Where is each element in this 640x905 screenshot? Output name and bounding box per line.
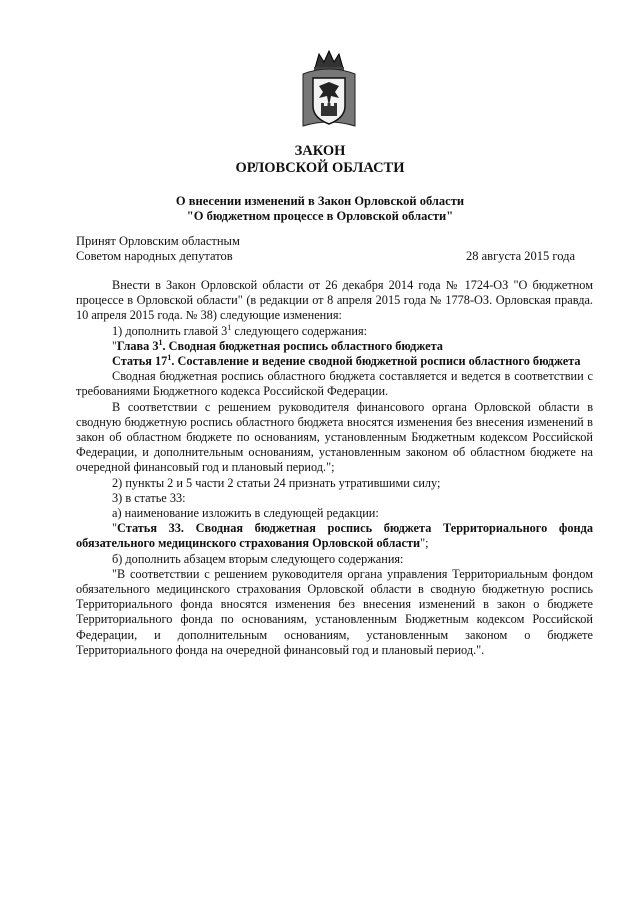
article-17-label: Статья 17 — [112, 354, 168, 369]
adoption-line1: Принят Орловским областным — [76, 234, 240, 248]
item-1 — [76, 324, 593, 339]
orel-oblast-coat-of-arms-icon — [297, 48, 361, 130]
chapter-heading-title: . Сводная бюджетная роспись областного бюджета — [162, 338, 443, 353]
chapter-heading-text: Глава 3 — [117, 338, 159, 353]
article-33-quote: " — [112, 521, 118, 536]
chapter-superscript: 1 — [158, 337, 163, 347]
adoption-date: 28 августа 2015 года — [466, 249, 576, 263]
article-17-superscript: 1 — [167, 352, 172, 362]
item-2: 2) пункты 2 и 5 части 2 статьи 24 признать утратившими силу; — [112, 475, 441, 490]
article-33-heading — [76, 521, 593, 551]
article-33-tail: "; — [420, 536, 429, 551]
adoption-block — [76, 234, 240, 264]
article-17-heading — [76, 354, 593, 369]
item-3b: б) дополнить абзацем вторым следующего содержания: — [112, 551, 404, 566]
article-33-paragraph-2: "В соответствии с решением руководителя органа управления Территориальным фондом обязательного медицинского страхования Орловской области в сводную бюджетную роспись Территориального фонда вносятся изменения без внесения изменений в закон о бюджете Территориального фонда по основаниям, установленным Бюджетным кодексом Российской Федерации, и дополнительным основаниям, установленным законом о бюджете Территориального фонда на очередной финансовый год и плановый период.". — [76, 566, 593, 657]
chapter-quote: " — [112, 338, 118, 353]
law-subject-line1: О внесении изменений в Закон Орловской области — [175, 194, 465, 208]
article-17-paragraph-2: В соответствии с решением руководителя финансового органа Орловской области в сводную бюджетную роспись областного бюджета вносятся изменения без внесения изменений в закон об областном бюджете по основаниям, установленным Бюджетным кодексом Российской Федерации, и дополнительным основаниям, установленным законом об областном бюджете на очередной финансовый год и плановый период."; — [76, 399, 593, 475]
item-3: 3) в статье 33: — [112, 490, 186, 505]
article-33-title: Статья 33. Сводная бюджетная роспись бюджета Территориального фонда обязательного медицинского страхования Орловской области — [76, 521, 593, 551]
chapter-heading — [76, 339, 593, 354]
article-17-title: . Составление и ведение сводной бюджетной росписи областного бюджета — [171, 354, 581, 369]
item-3a: а) наименование изложить в следующей редакции: — [112, 506, 379, 521]
item-1-superscript: 1 — [227, 322, 232, 332]
intro-paragraph: Внести в Закон Орловской области от 26 декабря 2014 года № 1724-ОЗ "О бюджетном процессе в Орловской области" (в редакции от 8 апреля 2015 года № 1778-ОЗ. Орловская правда. 10 апреля 2015 года. № 38) следующие изменения: — [76, 278, 593, 323]
law-subject — [0, 194, 640, 224]
law-title — [0, 143, 640, 177]
law-title-line1: ЗАКОН — [294, 143, 346, 159]
adoption-line2: Советом народных депутатов — [76, 249, 233, 263]
item-1-text-end: следующего содержания: — [231, 323, 368, 338]
law-subject-line2: "О бюджетном процессе в Орловской области" — [186, 209, 454, 223]
law-body — [76, 278, 593, 658]
article-17-paragraph-1: Сводная бюджетная роспись областного бюджета составляется и ведется в соответствии с требованиями Бюджетного кодекса Российской Федерации. — [76, 369, 593, 399]
item-1-text: 1) дополнить главой 3 — [112, 323, 228, 338]
law-title-line2: ОРЛОВСКОЙ ОБЛАСТИ — [235, 160, 405, 176]
